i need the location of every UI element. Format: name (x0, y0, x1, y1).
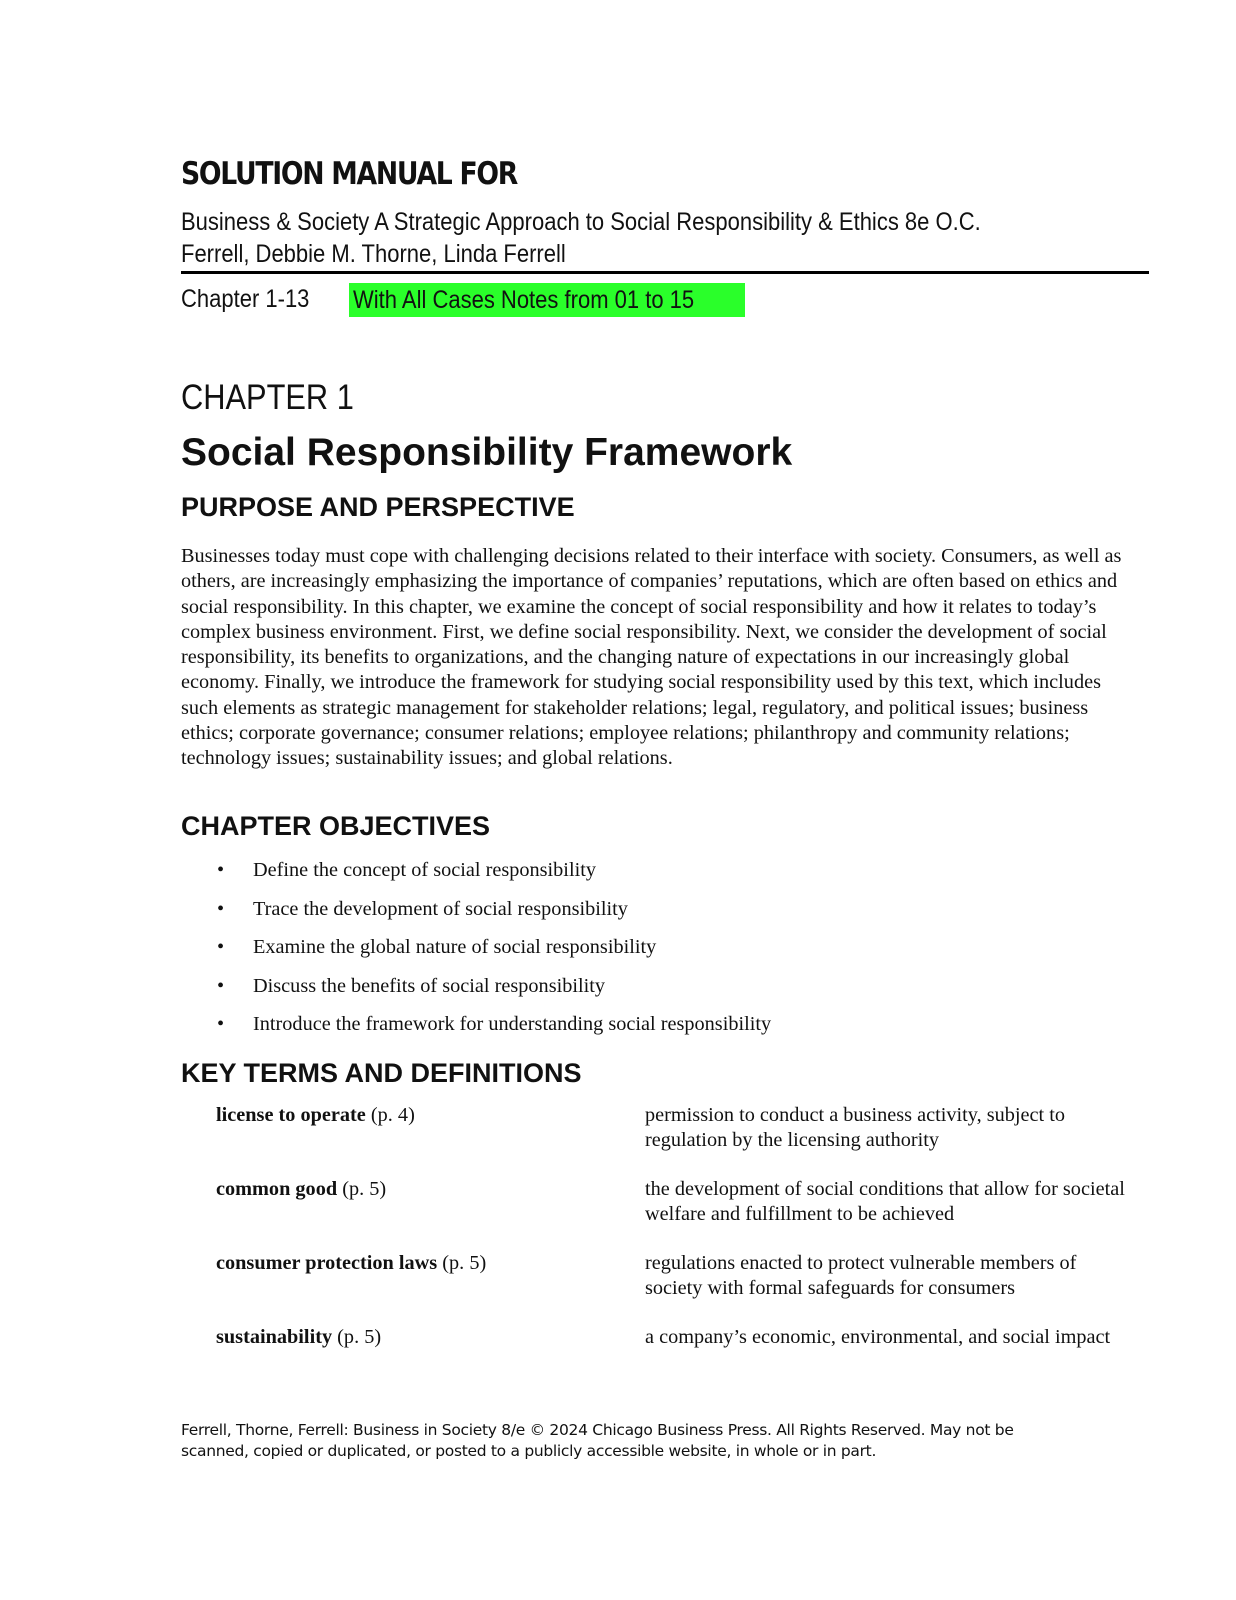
key-terms-heading: KEY TERMS AND DEFINITIONS (181, 1058, 582, 1088)
term-definition: the development of social conditions that allow for societal welfare and fulfillment to be achieved (645, 1178, 1125, 1225)
objective-text: Examine the global nature of social responsibility (253, 936, 657, 958)
objective-text: Discuss the benefits of social responsibility (253, 974, 606, 997)
bullet-icon: • (217, 936, 225, 958)
term-row (216, 1251, 1136, 1325)
cases-note-text: With All Cases Notes from 01 to 15 (353, 286, 695, 314)
term-definition: a company’s economic, environmental, and social impact (645, 1326, 1111, 1348)
term-name: consumer protection laws (p. 5) (216, 1252, 487, 1274)
purpose-heading: PURPOSE AND PERSPECTIVE (181, 492, 575, 522)
header-divider (181, 271, 1149, 274)
term-row (216, 1103, 1136, 1177)
term-definition: regulations enacted to protect vulnerable members of society with formal safeguards for consumers (645, 1252, 1077, 1299)
bullet-icon: • (217, 1013, 225, 1035)
purpose-paragraph: Businesses today must cope with challenging decisions related to their interface with society. Consumers, as well as others, are increasingly emphasizing the importance of companies’ reputations, which are often based on ethics and social responsibility. In this chapter, we examine the concept of social responsibility and how it relates to today’s complex business environment. First, we define social responsibility. Next, we consider the development of social responsibility, its benefits to organizations, and the changing nature of expectations in our increasingly global economy. Finally, we introduce the framework for studying social responsibility used by this text, which includes such elements as strategic management for stakeholder relations; legal, regulatory, and political issues; business ethics; corporate governance; consumer relations; employee relations; philanthropy and community relations; technology issues; sustainability issues; and global relations. (181, 545, 1122, 770)
objectives-list (181, 857, 771, 1050)
cases-note-highlight (349, 283, 745, 317)
objective-item (181, 896, 771, 935)
term-page: (p. 4) (370, 1104, 415, 1126)
term-page: (p. 5) (442, 1252, 487, 1274)
term-name: license to operate (p. 4) (216, 1104, 415, 1126)
bullet-icon: • (217, 974, 225, 997)
chapter-title: Social Responsibility Framework (181, 431, 793, 474)
objective-text: Introduce the framework for understanding social responsibility (253, 1013, 772, 1035)
objectives-heading: CHAPTER OBJECTIVES (181, 811, 491, 841)
objective-item (181, 857, 771, 896)
book-title: Business & Society A Strategic Approach to Social Responsibility & Ethics 8e O.C. Ferrell, Debbie M. Thorne, Linda Ferrell (181, 208, 981, 268)
term-row (216, 1325, 1136, 1399)
term-page: (p. 5) (342, 1178, 387, 1200)
chapter-range: Chapter 1-13 (181, 285, 310, 313)
chapter-label: CHAPTER 1 (181, 378, 354, 417)
term-definition: permission to conduct a business activity, subject to regulation by the licensing authority (645, 1104, 1066, 1151)
bullet-icon: • (217, 897, 225, 920)
objective-text: Trace the development of social responsibility (253, 897, 628, 920)
objective-item (181, 1011, 771, 1050)
term-name: sustainability (p. 5) (216, 1326, 382, 1348)
term-page: (p. 5) (337, 1326, 382, 1348)
manual-title: SOLUTION MANUAL FOR (181, 156, 518, 192)
term-name: common good (p. 5) (216, 1178, 387, 1200)
objective-text: Define the concept of social responsibility (253, 859, 596, 881)
objective-item (181, 934, 771, 973)
bullet-icon: • (217, 859, 225, 881)
objective-item (181, 973, 771, 1012)
copyright-footer: Ferrell, Thorne, Ferrell: Business in Society 8/e © 2024 Chicago Business Press. All Rights Reserved. May not be scanned, copied or duplicated, or posted to a publicly accessible website, in whole or in part. (181, 1421, 1014, 1460)
term-row (216, 1177, 1136, 1251)
key-terms-table (216, 1103, 1136, 1399)
